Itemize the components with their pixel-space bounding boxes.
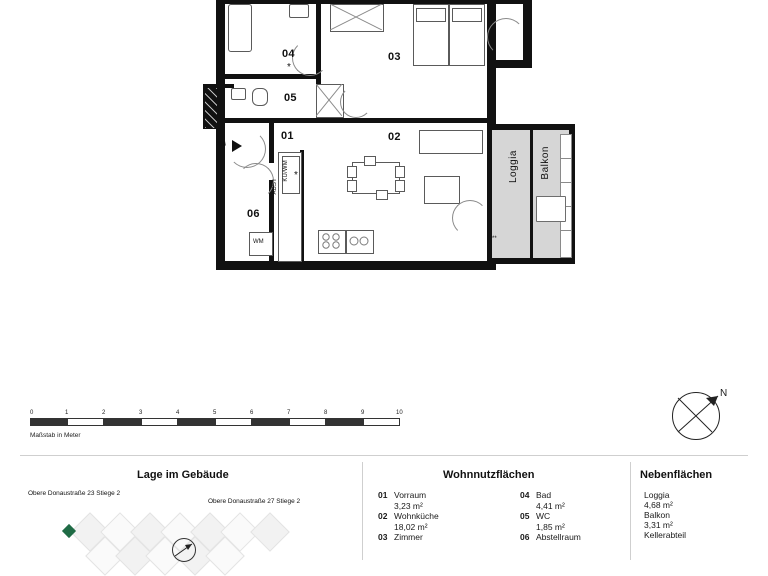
room-number-06: 06 [247, 208, 260, 220]
scale-seg-8 [326, 418, 363, 426]
scale-caption: Maßstab in Meter [30, 432, 81, 439]
room-number-05: 05 [284, 92, 297, 104]
wall-balcony-divider [530, 130, 533, 258]
section-title-living: Wohnnutzflächen [443, 469, 535, 481]
wall-partition-v-01 [269, 123, 274, 163]
scale-seg-6 [252, 418, 289, 426]
door-arc-06 [238, 163, 274, 199]
chair-2 [347, 180, 357, 192]
scale-seg-1 [67, 418, 104, 426]
scale-seg-3 [141, 418, 178, 426]
legend-name: Zimmer [394, 532, 423, 542]
compass-rose [672, 388, 728, 448]
column-divider-1 [362, 462, 363, 560]
scale-tick-5: 5 [213, 410, 217, 416]
legend-area: 4,41 m² [536, 501, 565, 511]
wall-balcony-top [492, 124, 575, 130]
scale-tick-8: 8 [324, 410, 328, 416]
kitchen-label: KÜ/WM [283, 160, 289, 182]
scale-seg-2 [104, 418, 141, 426]
stove-burners-icon [318, 230, 344, 252]
storage-label: ABST [272, 178, 278, 195]
legend-name: Vorraum [394, 490, 427, 500]
scale-seg-9 [363, 418, 400, 426]
scale-tick-2: 2 [102, 410, 106, 416]
address-right: Obere Donaustraße 27 Stiege 2 [208, 498, 301, 505]
wall-upper-right-bottom [487, 60, 532, 68]
wc-sink [231, 88, 246, 100]
wall-outer-bottom [216, 261, 496, 270]
room-number-03: 03 [388, 51, 401, 63]
column-divider-2 [630, 462, 631, 560]
door-arc-03 [487, 18, 525, 56]
bathtub [228, 4, 252, 52]
legend-number: 05 [520, 511, 530, 521]
legend-number: 03 [378, 532, 388, 542]
legend-name: Bad [536, 490, 552, 500]
scale-tick-6: 6 [250, 410, 254, 416]
stair-hatch [205, 88, 217, 128]
pillow-left-03 [416, 8, 446, 22]
chair-6 [376, 190, 388, 200]
legend-row [520, 490, 630, 500]
legend-name: Wohnküche [394, 511, 439, 521]
scale-tick-0: 0 [30, 410, 34, 416]
compass-needle-icon [672, 392, 724, 444]
armchair-02 [424, 176, 460, 204]
room-number-01: 01 [281, 130, 294, 142]
chair-3 [395, 166, 405, 178]
balcony-rail-5 [560, 230, 572, 258]
legend-number: 02 [378, 511, 388, 521]
ancillary-name: Loggia [644, 490, 670, 500]
loggia-label: Loggia [508, 150, 519, 184]
wardrobe-cross-icon [330, 4, 382, 30]
scale-seg-7 [289, 418, 326, 426]
scale-tick-7: 7 [287, 410, 291, 416]
section-title-ancillary: Nebenflächen [640, 469, 713, 481]
room-number-02: 02 [388, 131, 401, 143]
chair-1 [347, 166, 357, 178]
washing-machine-label: WM [253, 239, 264, 245]
scale-tick-9: 9 [361, 410, 365, 416]
scale-tick-3: 3 [139, 410, 143, 416]
sofa-02 [419, 130, 483, 154]
door-arc-05 [340, 86, 372, 118]
legend-area: 1,85 m² [536, 522, 565, 532]
legend-number: 04 [520, 490, 530, 500]
door-arc-04 [292, 40, 328, 76]
legend-name: Abstellraum [536, 532, 581, 542]
legend-row [378, 511, 508, 521]
legend-area: 3,23 m² [394, 501, 423, 511]
door-arc-02 [452, 200, 488, 236]
sink-04 [289, 4, 309, 18]
ancillary-name: Kellerabteil [644, 530, 687, 540]
building-location-map [20, 488, 350, 560]
entry-arrow-icon [232, 140, 244, 152]
living-areas-right-column [520, 490, 630, 543]
wc-bowl [252, 88, 268, 106]
room-star-04: * [287, 62, 291, 73]
mini-compass-needle-icon [172, 538, 196, 562]
balcony-rail-1 [560, 134, 572, 160]
pillow-right-03 [452, 8, 482, 22]
cabinet-cross-icon [316, 84, 342, 116]
kitchen-star: * [294, 170, 298, 181]
legend-row [520, 532, 630, 542]
scale-bar [30, 410, 403, 428]
legend-row [520, 511, 630, 521]
scale-seg-4 [178, 418, 215, 426]
legend-row [378, 490, 508, 500]
sink-basins-icon [346, 230, 372, 252]
ancillary-area: 3,31 m² [644, 520, 673, 530]
ancillary-area: 4,68 m² [644, 500, 673, 510]
terrace-step-marker: ** [492, 236, 497, 242]
scale-tick-10: 10 [396, 410, 403, 416]
unit-number: 206 [216, 142, 227, 148]
legend-name: WC [536, 511, 551, 521]
wall-balcony-bottom [492, 258, 575, 264]
wall-outer-left [216, 0, 225, 270]
scale-seg-0 [30, 418, 67, 426]
legend-number: 01 [378, 490, 388, 500]
scale-tick-1: 1 [65, 410, 69, 416]
balcony-rail-2 [560, 158, 572, 184]
living-areas-left-column [378, 490, 508, 543]
balkon-label: Balkon [540, 146, 551, 180]
chair-4 [395, 180, 405, 192]
legend-row [378, 532, 508, 542]
ancillary-name: Balkon [644, 510, 670, 520]
legend-area: 18,02 m² [394, 522, 428, 532]
address-left: Obere Donaustraße 23 Stiege 2 [28, 490, 121, 497]
building-block [250, 512, 290, 552]
scale-seg-5 [215, 418, 252, 426]
chair-5 [364, 156, 376, 166]
legend-number: 06 [520, 532, 530, 542]
ancillary-areas-column [644, 490, 754, 540]
room-number-04: 04 [282, 48, 295, 60]
section-divider [20, 455, 748, 456]
section-title-location: Lage im Gebäude [137, 469, 229, 481]
compass-north-label: N [720, 388, 728, 399]
wall-partition-h-02 [321, 118, 487, 123]
balcony-table [536, 196, 566, 222]
scale-tick-4: 4 [176, 410, 180, 416]
